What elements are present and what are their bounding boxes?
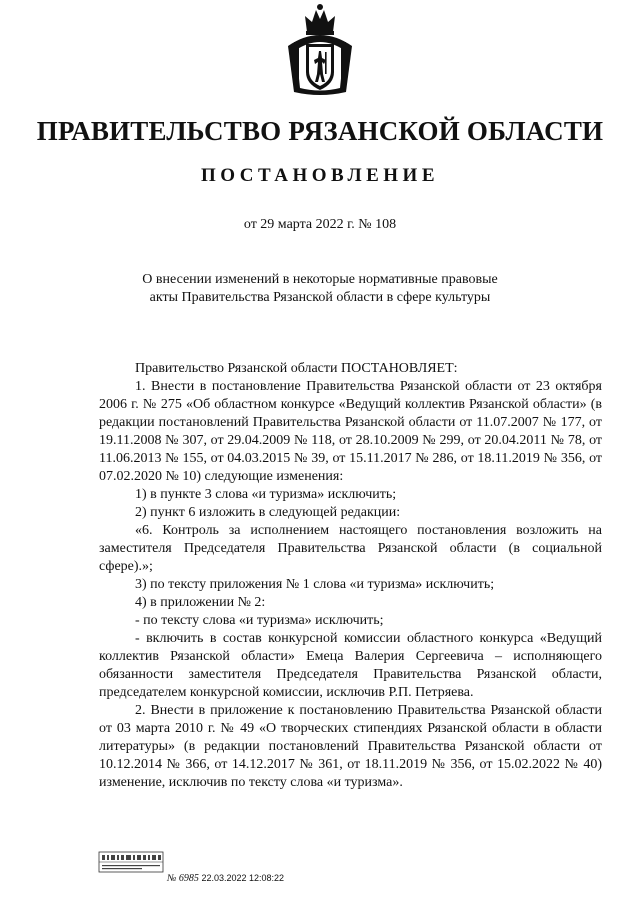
body-paragraph: 4) в приложении № 2: bbox=[135, 595, 266, 610]
body-paragraph: 2. Внести в приложение к постановлению Правительства Рязанской области от 03 марта 2010 г. № 49 «О творческих стипендиях Рязанской области в области литературы» (в редакции постановлений Правительства Рязанской области от 10.12.2014 № 366, от 14.12.2017 № 361, от 18.11.2019 № 356, от 15.02.2022 № 40) изменение, исключив по тексту слова «и туризма». bbox=[99, 703, 602, 790]
body-paragraph: 3) по тексту приложения № 1 слова «и туризма» исключить; bbox=[135, 577, 495, 592]
registry-stamp-icon bbox=[98, 850, 164, 874]
body-paragraph: 1) в пункте 3 слова «и туризма» исключить; bbox=[135, 487, 397, 502]
registration-datetime: 22.03.2022 12:08:22 bbox=[201, 873, 285, 883]
subject-line: О внесении изменений в некоторые нормативные правовые bbox=[142, 272, 498, 287]
government-title: ПРАВИТЕЛЬСТВО РЯЗАНСКОЙ ОБЛАСТИ bbox=[36, 116, 604, 146]
body-paragraph: 2) пункт 6 изложить в следующей редакции: bbox=[135, 505, 401, 520]
body-paragraph: Правительство Рязанской области ПОСТАНОВЛЯЕТ: bbox=[135, 361, 458, 376]
subject-line: акты Правительства Рязанской области в сфере культуры bbox=[149, 290, 491, 305]
body-paragraph: - включить в состав конкурсной комиссии областного конкурса «Ведущий коллектив Рязанской области» Емеца Валерия Сергеевича – исполняющего обязанности заместителя Председателя Правительства Рязанской области, председателем конкурсной комиссии, исключив Р.П. Петряева. bbox=[99, 631, 602, 700]
coat-of-arms-icon bbox=[286, 2, 354, 96]
body-paragraph: 1. Внести в постановление Правительства Рязанской области от 23 октября 2006 г. № 275 «Об областном конкурсе «Ведущий коллектив Рязанской области» (в редакции постановлений Правительства Рязанской области от 11.07.2007 № 177, от 19.11.2008 № 307, от 29.04.2009 № 118, от 28.10.2009 № 299, от 20.04.2011 № 78, от 11.06.2013 № 155, от 04.03.2015 № 39, от 15.11.2017 № 286, от 18.11.2019 № 356, от 07.02.2020 № 10) следующие изменения: bbox=[99, 379, 602, 484]
document-subject bbox=[130, 271, 510, 307]
document-body bbox=[99, 360, 602, 792]
registration-number: № 6985 bbox=[167, 873, 199, 884]
body-paragraph: «6. Контроль за исполнением настоящего постановления возложить на заместителя Председателя Правительства Рязанской области (в социальной сфере).»; bbox=[99, 523, 602, 574]
document-type: ПОСТАНОВЛЕНИЕ bbox=[200, 165, 440, 186]
document-date-number: от 29 марта 2022 г. № 108 bbox=[243, 217, 397, 232]
registration-stamp bbox=[167, 873, 284, 884]
body-paragraph: - по тексту слова «и туризма» исключить; bbox=[135, 613, 384, 628]
